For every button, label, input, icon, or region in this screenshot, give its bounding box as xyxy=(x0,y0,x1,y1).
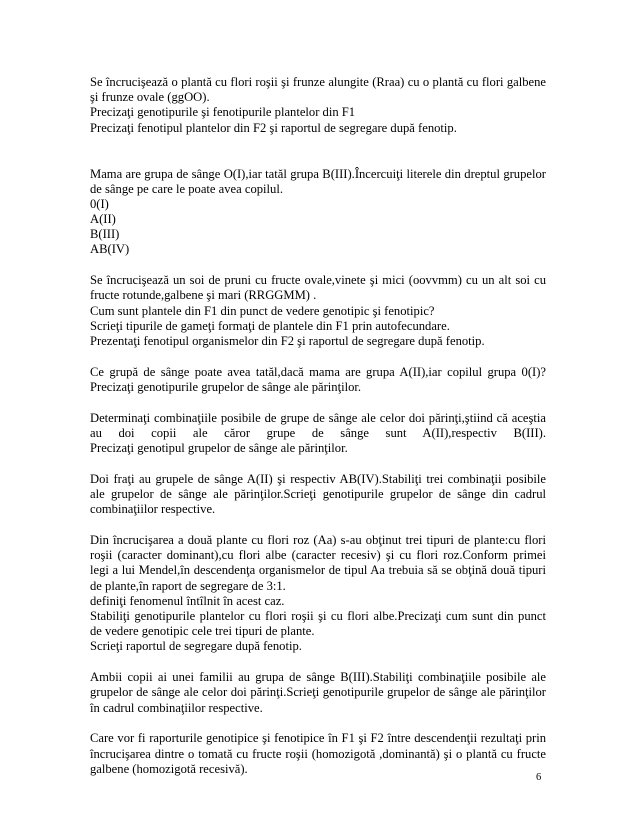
paragraph-5 xyxy=(90,411,546,457)
text-line: Prezentaţi fenotipul organismelor din F2 şi raportul de segregare după fenotip. xyxy=(90,334,485,349)
paragraph-6 xyxy=(90,472,546,518)
text-line: Ambii copii ai unei familii au grupa de sânge B(III).Stabiliţi combinaţiile posibile ale xyxy=(90,670,546,685)
text-line: şi frunze ovale (ggOO). xyxy=(90,90,210,105)
text-line: Stabiliţi genotipurile plantelor cu flori roşii şi cu flori albe.Precizaţi cum sunt din punct xyxy=(90,609,546,624)
text-line: de vedere genotipic cele trei tipuri de plante. xyxy=(90,624,315,639)
text-line: Se încrucişează o plantă cu flori roşii şi frunze alungite (Rraa) cu o plantă cu flori galbene xyxy=(90,75,546,89)
paragraph-3 xyxy=(90,273,546,349)
text-line: AB(IV) xyxy=(90,242,130,257)
text-line: Precizaţi genotipurile şi fenotipurile plantelor din F1 xyxy=(90,105,356,120)
text-line: Cum sunt plantele din F1 din punct de vedere genotipic şi fenotipic? xyxy=(90,303,435,318)
text-line: grupelor de sânge ale celor doi părinţi.Scrieţi genotipurile grupelor de sânge ale părinţilor xyxy=(90,685,546,700)
text-line: Precizaţi genotipul grupelor de sânge ale părinţilor. xyxy=(90,441,348,456)
text-line: au doi copii ale căror grupe de sânge sunt A(II),respectiv B(III). xyxy=(90,425,546,440)
text-line: de plante,în raport de segregare de 3:1. xyxy=(90,578,286,593)
text-line: Scrieţi tipurile de gameţi formaţi de plantele din F1 prin autofecundare. xyxy=(90,318,450,333)
text-line: Ce grupă de sânge poate avea tatăl,dacă mama are grupa A(II),iar copilul grupa 0(I)? xyxy=(90,364,546,379)
paragraph-8 xyxy=(90,670,546,716)
text-line: Determinaţi combinaţiile posibile de grupe de sânge ale celor doi părinţi,ştiind că aceştia xyxy=(90,410,546,425)
text-line: 0(I) xyxy=(90,196,109,211)
text-line: B(III) xyxy=(90,227,120,242)
text-line: de sânge pe care le poate avea copilul. xyxy=(90,181,284,196)
text-line: roşii (caracter dominant),cu flori albe (caracter recesiv) şi cu flori roz.Conform primei xyxy=(90,548,546,563)
text-line: Mama are grupa de sânge O(I),iar tatăl grupa B(III).Încercuiţi literele din dreptul grupelor xyxy=(90,166,546,181)
text-line: în cadrul combinaţiilor respective. xyxy=(90,700,263,715)
text-line: Doi fraţi au grupele de sânge A(II) şi respectiv AB(IV).Stabiliţi trei combinaţii posibile xyxy=(90,471,546,486)
paragraph-9 xyxy=(90,731,546,777)
text-line: legi a lui Mendel,în descendenţa organismelor de tipul Aa trebuia să se obţină două tipuri xyxy=(90,563,546,578)
paragraph-2 xyxy=(90,167,546,258)
text-line: Care vor fi raporturile genotipice şi fenotipice în F1 şi F2 între descendenţii rezultaţi prin xyxy=(90,731,546,746)
page-content xyxy=(90,75,546,792)
text-line: galbene (homozigotă recesivă). xyxy=(90,761,248,776)
text-line: încrucişarea dintre o tomată cu fructe roşii (homozigotă ,dominantă) şi o plantă cu fructe xyxy=(90,746,546,761)
text-line: Din încrucişarea a două plante cu flori roz (Aa) s-au obţinut trei tipuri de plante:cu flori xyxy=(90,533,546,548)
text-line: Scrieţi raportul de segregare după fenotip. xyxy=(90,639,302,654)
paragraph-1 xyxy=(90,75,546,136)
paragraph-4 xyxy=(90,365,546,395)
text-line: definiţi fenomenul întîlnit în acest caz. xyxy=(90,593,285,608)
paragraph-7 xyxy=(90,533,546,655)
text-line: fructe rotunde,galbene şi mari (RRGGMM) . xyxy=(90,288,317,303)
page-number: 6 xyxy=(536,772,542,783)
text-line: Se încrucişează un soi de pruni cu fructe ovale,vinete şi mici (oovvmm) cu un alt soi cu xyxy=(90,273,546,288)
text-line: ale grupelor de sânge ale părinţilor.Scrieţi genotipurile grupelor de sânge din cadrul xyxy=(90,487,546,502)
text-line: A(II) xyxy=(90,212,116,227)
text-line: Precizaţi fenotipul plantelor din F2 şi raportul de segregare după fenotip. xyxy=(90,120,457,135)
text-line: Precizaţi genotipurile grupelor de sânge ale părinţilor. xyxy=(90,379,362,394)
text-line: combinaţiilor respective. xyxy=(90,502,216,517)
